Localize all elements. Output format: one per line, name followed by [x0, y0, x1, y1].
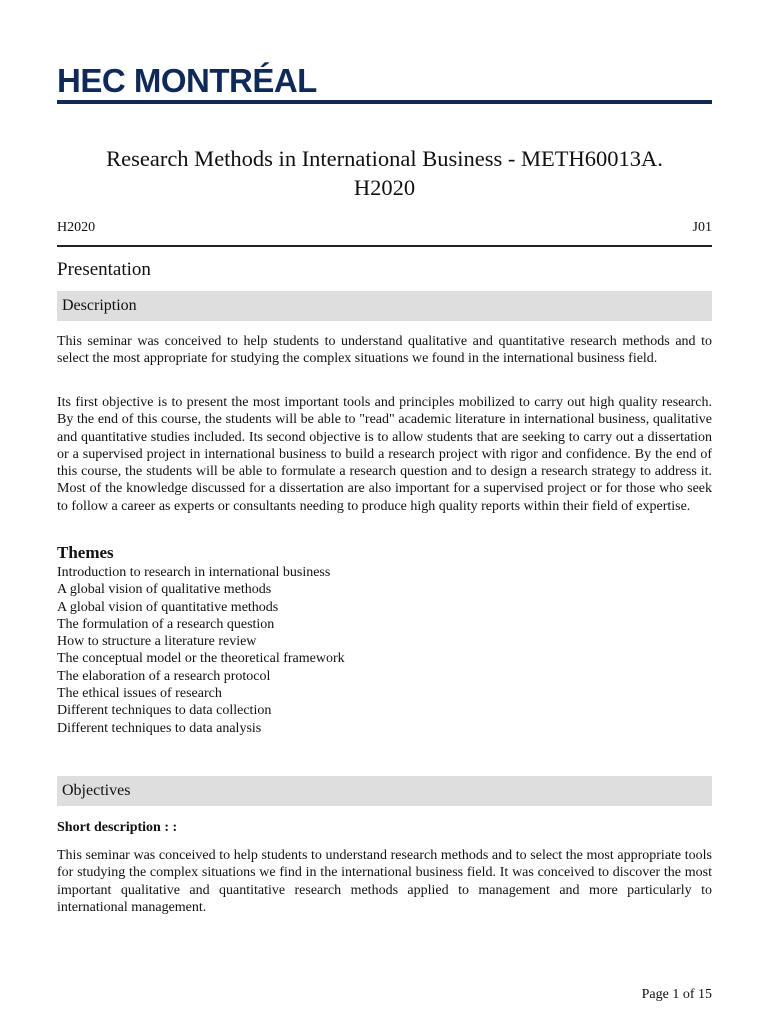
list-item: A global vision of qualitative methods [57, 582, 272, 598]
description-paragraph-1: This seminar was conceived to help students to understand qualitative and quantitative research methods and to select the most appropriate for studying the complex situations we found in the international business field. [57, 334, 712, 367]
objectives-section-bar: Objectives [57, 776, 712, 806]
list-item: The formulation of a research question [57, 616, 275, 632]
themes-heading: Themes [57, 543, 114, 562]
themes-list [57, 564, 345, 737]
header-rule [57, 100, 712, 104]
hec-montreal-logo [57, 62, 317, 100]
list-item: The ethical issues of research [57, 686, 222, 702]
short-description-paragraph: This seminar was conceived to help students to understand research methods and to select the most appropriate tools for studying the complex situations we find in the international business field. It was conceived to discover the most important qualitative and quantitative research methods applied to management and more particularly to international management. [57, 848, 712, 915]
list-item: The elaboration of a research protocol [57, 668, 271, 684]
logo-wordmark: HEC MONTRÉAL [57, 62, 317, 99]
section-code: J01 [692, 220, 712, 235]
list-item: Introduction to research in international business [57, 565, 331, 580]
list-item: Different techniques to data analysis [57, 720, 262, 736]
meta-divider [57, 245, 712, 247]
list-item: A global vision of quantitative methods [57, 599, 279, 615]
list-item: The conceptual model or the theoretical framework [57, 651, 345, 667]
short-description-label: Short description : : [57, 820, 178, 835]
term-label: H2020 [57, 220, 96, 235]
list-item: Different techniques to data collection [57, 703, 272, 719]
document-title [57, 144, 712, 202]
page-number: Page 1 of 15 [641, 987, 712, 1002]
course-meta-row [57, 219, 712, 237]
description-paragraph-2: Its first objective is to present the most important tools and principles mobilized to carry out high quality research. By the end of this course, the students will be able to "read" academic literature in international business, qualitative and quantitative studies included. Its second objective is to allow students that are seeking to carry out a dissertation or a supervised project in international business to build a research project with rigor and confidence. By the end of this course, the students will be able to formulate a research question and to design a research strategy to address it. Most of the knowledge discussed for a dissertation are also important for a supervised project or for those who seek to follow a career as experts or consultants needing to produce high quality reports within their field of expertise. [57, 395, 712, 514]
document-title-line-1: Research Methods in International Business - METH60013A. [106, 146, 663, 171]
description-section-bar: Description [57, 291, 712, 321]
document-title-line-2: H2020 [353, 175, 416, 200]
list-item: How to structure a literature review [57, 634, 257, 650]
document-page [57, 0, 712, 1024]
presentation-heading: Presentation [57, 259, 151, 280]
